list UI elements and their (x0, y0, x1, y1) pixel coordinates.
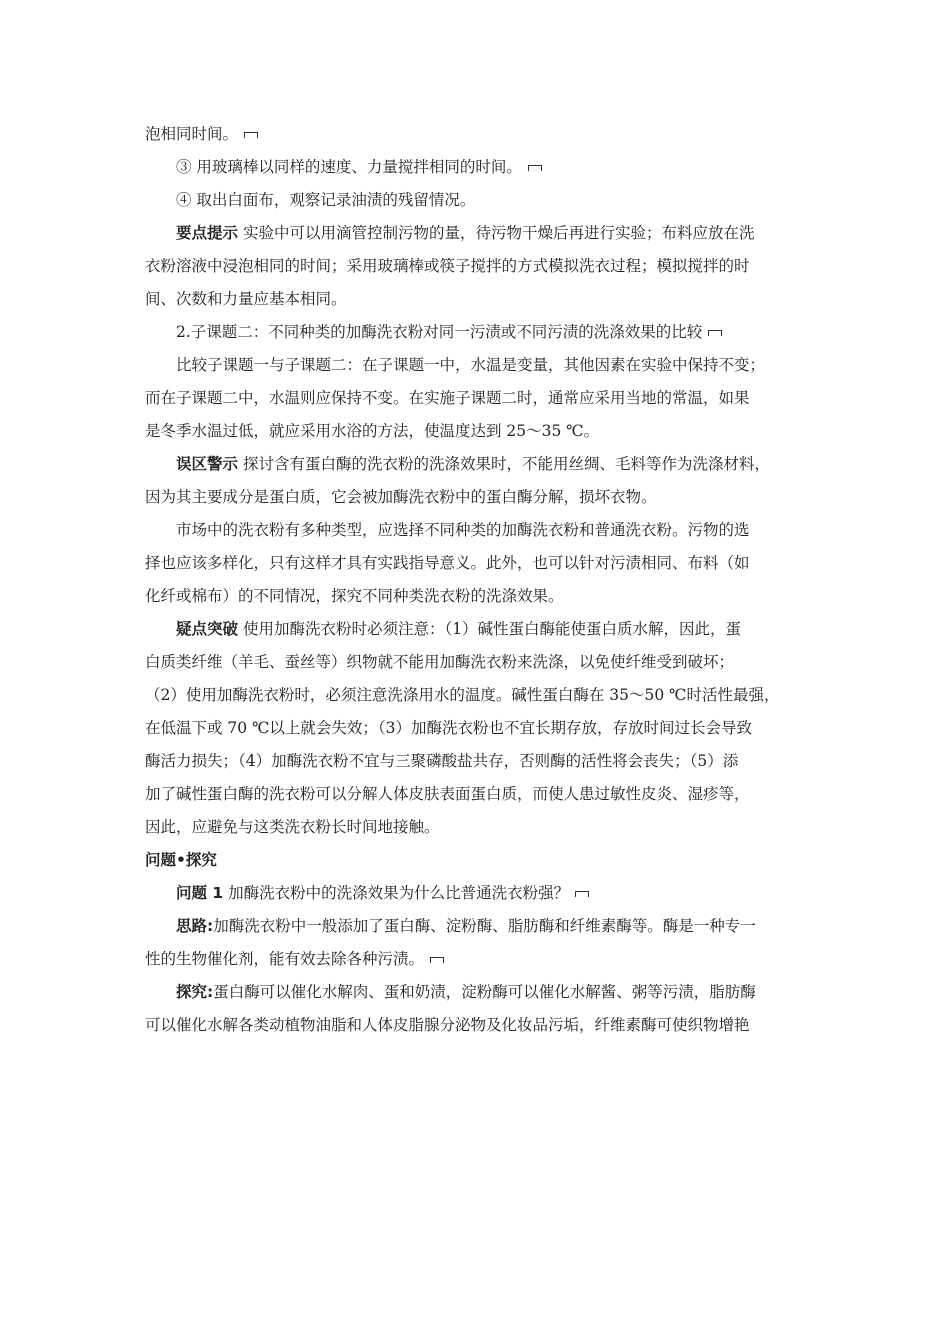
edit-mark-icon (708, 330, 722, 336)
edit-mark-icon (244, 132, 258, 138)
text-line: 性的生物催化剂，能有效去除各种污渍。 (145, 943, 815, 976)
text-line: 衣粉溶液中浸泡相同的时间；采用玻璃棒或筷子搅拌的方式模拟洗衣过程；模拟搅拌的时 (145, 257, 750, 275)
text-line: （2）使用加酶洗衣粉时，必须注意洗涤用水的温度。碱性蛋白酶在 35～50 ℃时活性最强， (145, 686, 780, 704)
text-line: 因为其主要成分是蛋白质，它会被加酶洗衣粉中的蛋白酶分解，损坏衣物。 (145, 488, 657, 506)
key-point-line: 要点提示 实验中可以用滴管控制污物的量，待污物干燥后再进行实验；布料应放在洗 (176, 224, 755, 242)
edit-mark-icon (575, 891, 589, 897)
text-line: 加了碱性蛋白酶的洗衣粉可以分解人体皮肤表面蛋白质，而使人患过敏性皮炎、湿疹等， (145, 785, 750, 803)
text-line: 比较子课题一与子课题二：在子课题一中，水温是变量，其他因素在实验中保持不变； (176, 356, 766, 374)
text-line: 可以催化水解各类动植物油脂和人体皮脂腺分泌物及化妆品污垢，纤维素酶可使织物增艳 (145, 1016, 750, 1034)
key-point-label: 要点提示 (176, 224, 239, 242)
text-line: 在低温下或 70 ℃以上就会失效；（3）加酶洗衣粉也不宜长期存放，存放时间过长会导致 (145, 719, 753, 737)
text-line: 因此，应避免与这类洗衣粉长时间地接触。 (145, 818, 440, 836)
text-line: 白质类纤维（羊毛、蚕丝等）织物就不能用加酶洗衣粉来洗涤，以免使纤维受到破坏； (145, 653, 735, 671)
difficulty-line: 疑点突破 使用加酶洗衣粉时必须注意：（1）碱性蛋白酶能使蛋白质水解，因此，蛋 (176, 620, 742, 638)
exploration-line: 探究:蛋白酶可以催化水解肉、蛋和奶渍，淀粉酶可以催化水解酱、粥等污渍，脂肪酶 (176, 983, 756, 1001)
difficulty-label: 疑点突破 (176, 620, 239, 638)
question-line: 问题 1 加酶洗衣粉中的洗涤效果为什么比普通洗衣粉强？ (145, 877, 815, 910)
approach-label: 思路: (176, 917, 214, 935)
edit-mark-icon (430, 957, 444, 963)
text-line: 酶活力损失；（4）加酶洗衣粉不宜与三聚磷酸盐共存，否则酶的活性将会丧失；（5）添 (145, 752, 739, 770)
text-line: 是冬季水温过低，就应采用水浴的方法，使温度达到 25～35 ℃。 (145, 422, 600, 440)
edit-mark-icon (528, 165, 542, 171)
text-line: 择也应该多样化，只有这样才具有实践指导意义。此外，也可以针对污渍相同、布料（如 (145, 554, 750, 572)
text-line: 而在子课题二中，水温则应保持不变。在实施子课题二时，通常应采用当地的常温，如果 (145, 389, 750, 407)
exploration-label: 探究: (176, 983, 214, 1001)
step-3: ③ 用玻璃棒以同样的速度、力量搅拌相同的时间。 (145, 151, 815, 184)
text-line: 泡相同时间。 (145, 118, 815, 151)
warning-label: 误区警示 (176, 455, 239, 473)
subtopic-heading: 2.子课题二：不同种类的加酶洗衣粉对同一污渍或不同污渍的洗涤效果的比较 (145, 316, 815, 349)
section-heading: 问题•探究 (145, 851, 217, 869)
text-line: 化纤或棉布）的不同情况，探究不同种类洗衣粉的洗涤效果。 (145, 587, 564, 605)
document-page (145, 118, 815, 1042)
step-4: ④ 取出白面布，观察记录油渍的残留情况。 (176, 191, 476, 209)
question-label: 问题 1 (176, 884, 224, 902)
text-line: 市场中的洗衣粉有多种类型，应选择不同种类的加酶洗衣粉和普通洗衣粉。污物的选 (176, 521, 750, 539)
text-line: 间、次数和力量应基本相同。 (145, 290, 347, 308)
approach-line: 思路:加酶洗衣粉中一般添加了蛋白酶、淀粉酶、脂肪酶和纤维素酶等。酶是一种专一 (176, 917, 756, 935)
warning-line: 误区警示 探讨含有蛋白酶的洗衣粉的洗涤效果时，不能用丝绸、毛料等作为洗涤材料， (176, 455, 770, 473)
